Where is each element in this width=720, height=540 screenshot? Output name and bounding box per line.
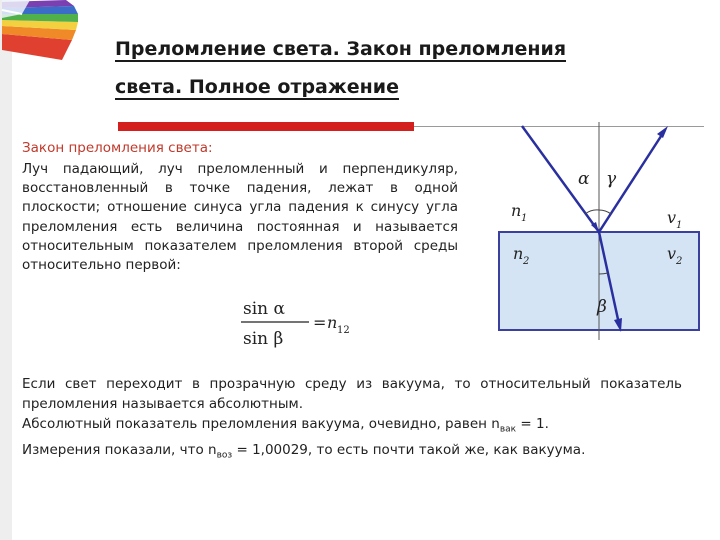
n2-subscript: 2	[523, 256, 530, 267]
air-index-paragraph: Измерения показали, что $n_{воз} = 1,00029$, то есть почти такой же, как вакуума.	[22, 441, 586, 461]
title-line-1: Преломление света. Закон преломления	[115, 38, 567, 60]
page-title	[115, 30, 705, 106]
red-accent-bar	[118, 122, 414, 131]
title-line-2: света. Полное отражение	[115, 76, 399, 98]
formula-rhs-subscript: 12	[337, 325, 350, 336]
n1-subscript: 1	[521, 213, 528, 224]
left-border-strip	[0, 0, 12, 540]
formula-denominator: sin β	[243, 329, 284, 349]
angle-gamma-label: γ	[606, 169, 617, 189]
vacuum-index-paragraph: Абсолютный показатель преломления вакуума, очевидно, равен $n_{вак} = 1$.	[22, 416, 549, 435]
law-heading: Закон преломления света:	[22, 140, 213, 156]
bottom-text-block	[22, 374, 682, 465]
prism-rainbow-logo	[0, 0, 84, 62]
n2-label: n	[513, 244, 524, 263]
v1-label: v	[667, 208, 677, 227]
n1-label: n	[511, 201, 522, 220]
svg-text:=: =	[313, 313, 327, 332]
absolute-index-paragraph: Если свет переходит в прозрачную среду из вакуума, то относительный показатель преломления называется абсолютным.	[22, 376, 682, 412]
v1-subscript: 1	[676, 220, 683, 231]
angle-beta-label: β	[597, 297, 607, 317]
law-text: Луч падающий, луч преломленный и перпендикуляр, восстановленный в точке падения, лежат в одной плоскости; отношение синуса угла падения к синусу угла преломления есть величина постоянная и называется относительным показателем преломления второй среды относительно первой:	[22, 161, 458, 274]
v2-subscript: 2	[676, 256, 683, 267]
refraction-formula	[235, 292, 355, 352]
refraction-diagram	[495, 122, 705, 340]
angle-alpha-label: α	[578, 169, 590, 189]
v2-label: v	[667, 244, 677, 263]
formula-numerator: sin α	[243, 299, 285, 319]
vacuum-subscript: вак	[499, 424, 517, 435]
air-subscript: воз	[216, 450, 233, 461]
formula-rhs: n	[327, 313, 338, 332]
